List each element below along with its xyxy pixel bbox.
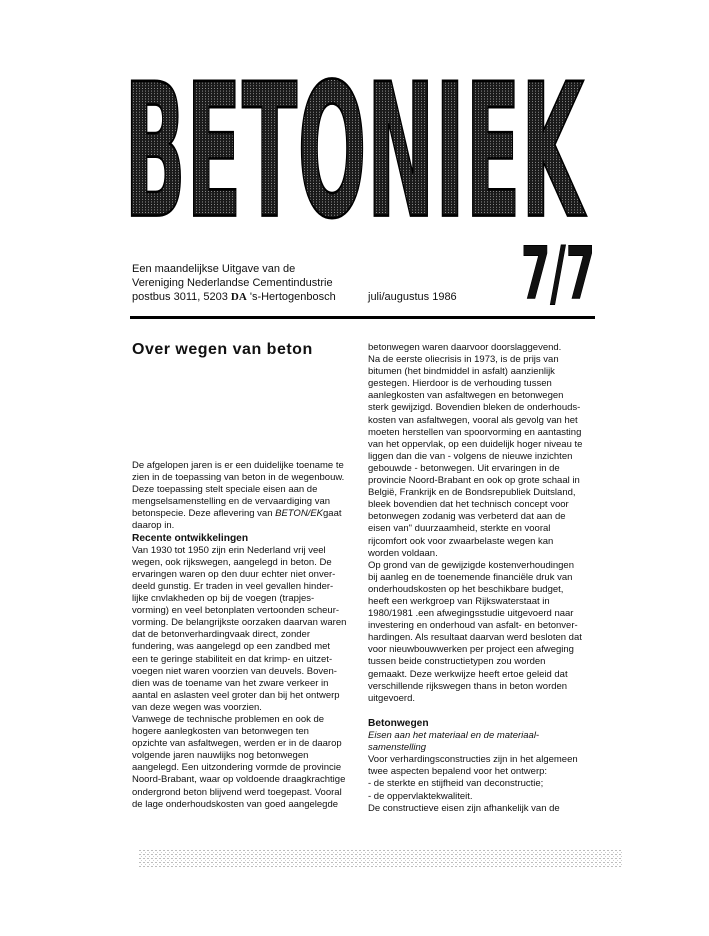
text-line: hogere aanlegkosten van betonwegen ten	[132, 726, 309, 738]
text-line: mengselsamenstelling en de vervaardiging van	[132, 496, 331, 508]
text-line: vorming. De belangrijkste oorzaken daarvan waren	[132, 617, 347, 629]
text-line: gebouwde - betonwegen. Uit ervaringen in de	[368, 462, 560, 474]
publisher-address: postbus 3011, 5203 DA 's-Hertogenbosch	[132, 290, 336, 303]
section-heading: Recente ontwikkelingen	[132, 532, 249, 544]
masthead	[0, 0, 709, 320]
text-line: betonwegen waren daarvoor doorslaggevend.	[368, 342, 562, 353]
text-line: Op grond van de gewijzigde kostenverhoudingen	[368, 559, 574, 571]
text-line: gestegen. Hierdoor is de verhouding tussen	[368, 378, 552, 390]
text-line: wegen, ook rijkswegen, aangelegd in beton. De	[132, 556, 332, 568]
text-line: betonspecie. Deze aflevering van BETON/EKgaat	[132, 508, 342, 520]
text-line: tussen beide constructietypen zou worden	[368, 656, 546, 668]
text-line: eisen van" duurzaamheid, sterkte en vooral	[368, 523, 551, 535]
text-line: België, Frankrijk en de Bondsrepubliek Duitsland,	[368, 487, 576, 499]
text-line: Vanwege de technische problemen en ook de	[132, 713, 325, 725]
text-line: zien in de toepassing van beton in de wegenbouw.	[132, 472, 345, 484]
footer-stipple-band	[139, 850, 623, 867]
text-line: uitgevoerd.	[368, 692, 416, 704]
text-line: worden voldaan.	[368, 547, 438, 559]
text-line: sterk gewijzigd. Bovendien bleken de onderhouds-	[368, 402, 581, 414]
text-line: bij aanleg en de toenemende financiële druk van	[368, 571, 573, 583]
text-line: de lage onderhoudskosten van goed aangelegde	[132, 798, 339, 810]
section-subheading: samenstelling	[368, 742, 427, 754]
right-column-section	[368, 718, 598, 815]
text-line: deeld gunstig. Er traden in veel gevallen hinder-	[132, 580, 334, 592]
text-line: een te geringe stabiliteit en dat krimp- en uitzet-	[132, 653, 333, 665]
text-line: liggen dan die van - volgens de nieuwe inzichten	[368, 450, 573, 462]
text-line: moeten herstellen van spoorvorming en aantasting	[368, 426, 582, 438]
issue-number: 7/7	[521, 231, 595, 315]
text-line: voegen niet waren voorzien van deuvels. Boven-	[132, 665, 337, 677]
text-line: aangelegd. Een uitzondering vormde de provincie	[132, 762, 342, 774]
text-line: opzichte van asfaltwegen, werden er in de daarop	[132, 738, 342, 750]
publisher-line: Een maandelijkse Uitgave van de	[132, 263, 296, 275]
text-line: gemaakt. Deze werkwijze heeft ertoe geleid dat	[368, 668, 568, 680]
text-line: Deze toepassing stelt speciale eisen aan de	[132, 484, 318, 496]
text-line: onderhoudskosten op het beschikbare budget,	[368, 583, 564, 595]
text-line: Van 1930 tot 1950 zijn erin Nederland vrij veel	[132, 544, 326, 556]
text-line: bleek bovendien dat het technisch concept voor	[368, 499, 569, 511]
text-line: - de oppervlaktekwaliteit.	[368, 790, 473, 802]
text-line: dien was de toename van het zware verkeer in	[132, 677, 329, 689]
text-line: betonwegen zodanig was verbeterd dat aan de	[368, 511, 566, 523]
text-line: De constructieve eisen zijn afhankelijk van de	[368, 802, 560, 814]
text-line: De afgelopen jaren is er een duidelijke toename te	[132, 460, 344, 471]
text-line: verschillende rijkswegen thans in beton worden	[368, 680, 568, 692]
publisher-line: Vereniging Nederlandse Cementindustrie	[132, 276, 333, 289]
header-divider	[130, 316, 595, 319]
text-line: aanlegkosten van asfaltwegen en betonwegen	[368, 390, 564, 402]
text-line: van het oppervlak, op een duidelijk hoger niveau te	[368, 438, 583, 450]
text-line: provincie Noord-Brabant en ook op grote schaal in	[368, 475, 580, 487]
publisher-info	[132, 263, 336, 304]
right-column-top	[368, 342, 598, 705]
masthead-title: BETONIEK	[124, 43, 587, 260]
text-line: ervaringen waren op den duur echter niet onver-	[132, 568, 336, 580]
left-column	[132, 460, 362, 811]
text-line: aantal en aslasten veel groter dan bij het ontwerp	[132, 689, 340, 701]
text-line: Na de eerste oliecrisis in 1973, is de prijs van	[368, 354, 559, 366]
text-line: - de sterkte en stijfheid van deconstructie;	[368, 778, 544, 790]
section-subheading: Eisen aan het materiaal en de materiaal-	[368, 730, 540, 742]
text-line: hardingen. Als resultaat daarvan werd besloten dat	[368, 632, 582, 644]
article-title: Over wegen van beton	[132, 341, 313, 358]
text-line: rijcomfort ook voor zwaarbelaste wegen kan	[368, 535, 554, 547]
section-heading: Betonwegen	[368, 718, 429, 729]
text-line: Voor verhardingsconstructies zijn in het algemeen	[368, 754, 578, 766]
text-line: Noord-Brabant, waar op voldoende draagkrachtige	[132, 774, 346, 786]
text-line: van deze wegen was voorzien.	[132, 701, 262, 713]
text-line: volgende jaren nauwlijks nog betonwegen	[132, 750, 309, 762]
text-line: twee aspecten bepalend voor het ontwerp:	[368, 766, 548, 778]
issue-date: juli/augustus 1986	[368, 291, 457, 303]
text-line: daarop in.	[132, 520, 175, 532]
text-line: investering en onderhoud van asfalt- en betonver-	[368, 620, 578, 632]
text-line: lijke cnvlakheden op bij de voegen (trapjes-	[132, 593, 315, 605]
text-line: voor nieuwbouwwerken per project een afweging	[368, 644, 574, 656]
text-line: ondergrond beton blijvend werd toegepast. Vooral	[132, 786, 342, 798]
text-line: dat de betonverhardingvaak direct, zonder	[132, 629, 310, 641]
text-line: vorming) en veel betonplaten vertoonden scheur-	[132, 605, 340, 617]
text-line: kosten van asfaltwegen, vooral als gevolg van het	[368, 414, 578, 426]
text-line: bitumen (het bindmiddel in asfalt) aanzienlijk	[368, 366, 555, 378]
text-line: 1980/1981 .een afwegingsstudie uitgevoerd naar	[368, 608, 574, 620]
text-line: fundering, was aangelegd op een zandbed met	[132, 641, 331, 653]
text-line: heeft een werkgroep van Rijkswaterstaat in	[368, 595, 550, 607]
